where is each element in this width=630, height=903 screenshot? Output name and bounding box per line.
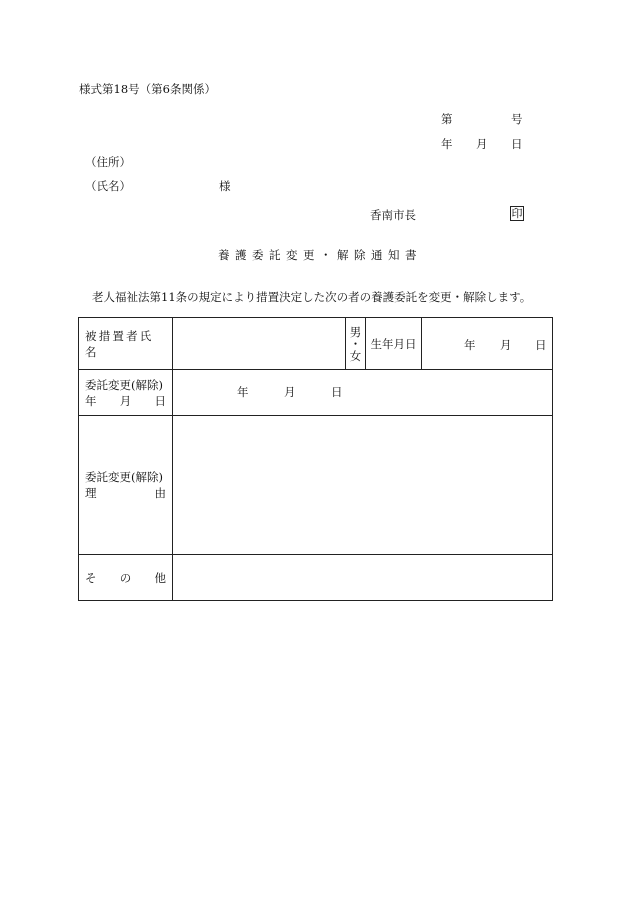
change-date-label-top: 委託変更(解除) [85, 377, 163, 392]
reason-label-top: 委託変更(解除) [85, 470, 163, 484]
date-month-label: 月 [476, 137, 488, 151]
recipient-name-label: （氏名） [85, 179, 131, 193]
table-row-reason [79, 416, 553, 555]
sex-male: 男 [349, 324, 362, 339]
table-row-other [79, 555, 553, 601]
seal-icon: 印 [511, 207, 523, 220]
change-date-value-cell[interactable] [173, 370, 553, 416]
reason-label-cell [79, 416, 173, 555]
document-title: 養護委託変更・解除通知書 [218, 248, 422, 262]
other-label-cell [79, 555, 173, 601]
reason-value-cell[interactable] [173, 416, 553, 555]
name-label-cell [79, 318, 173, 370]
date-year-label: 年 [441, 137, 453, 151]
name-value-cell[interactable] [173, 318, 346, 370]
recipient-address-label: （住所） [85, 155, 131, 169]
recipient-honorific: 様 [219, 179, 231, 193]
sex-female: 女 [349, 348, 362, 363]
reason-label-bottom: 理 由 [85, 486, 166, 500]
birth-month-label: 月 [500, 337, 512, 352]
date-day-label: 日 [511, 137, 523, 151]
notice-table [78, 317, 553, 601]
birthdate-label: 生年月日 [370, 336, 417, 351]
name-label-text: 被措置者氏名 [85, 328, 154, 359]
issuer-name: 香南市長 [370, 208, 416, 222]
change-date-label-cell [79, 370, 173, 416]
birthdate-value-cell[interactable] [422, 318, 553, 370]
birth-day-label: 日 [535, 337, 547, 352]
change-year-label: 年 [237, 384, 249, 399]
table-row-name [79, 318, 553, 370]
seal-mark [510, 206, 524, 221]
other-value-cell[interactable] [173, 555, 553, 601]
doc-number-prefix: 第 [441, 112, 453, 126]
change-date-label-bottom: 年 月 日 [85, 393, 166, 408]
change-day-label: 日 [331, 384, 343, 399]
table-row-change-date [79, 370, 553, 416]
sex-dot: ・ [349, 336, 362, 351]
other-label: そ の 他 [85, 570, 166, 585]
form-number: 様式第18号（第6条関係） [79, 82, 216, 96]
doc-number-suffix: 号 [511, 112, 523, 126]
birthdate-label-cell [366, 318, 422, 370]
sex-cell[interactable] [346, 318, 366, 370]
body-text: 老人福祉法第11条の規定により措置決定した次の者の養護委託を変更・解除します。 [92, 290, 532, 304]
change-month-label: 月 [284, 384, 296, 399]
name-label [85, 328, 166, 360]
birth-year-label: 年 [464, 337, 476, 352]
